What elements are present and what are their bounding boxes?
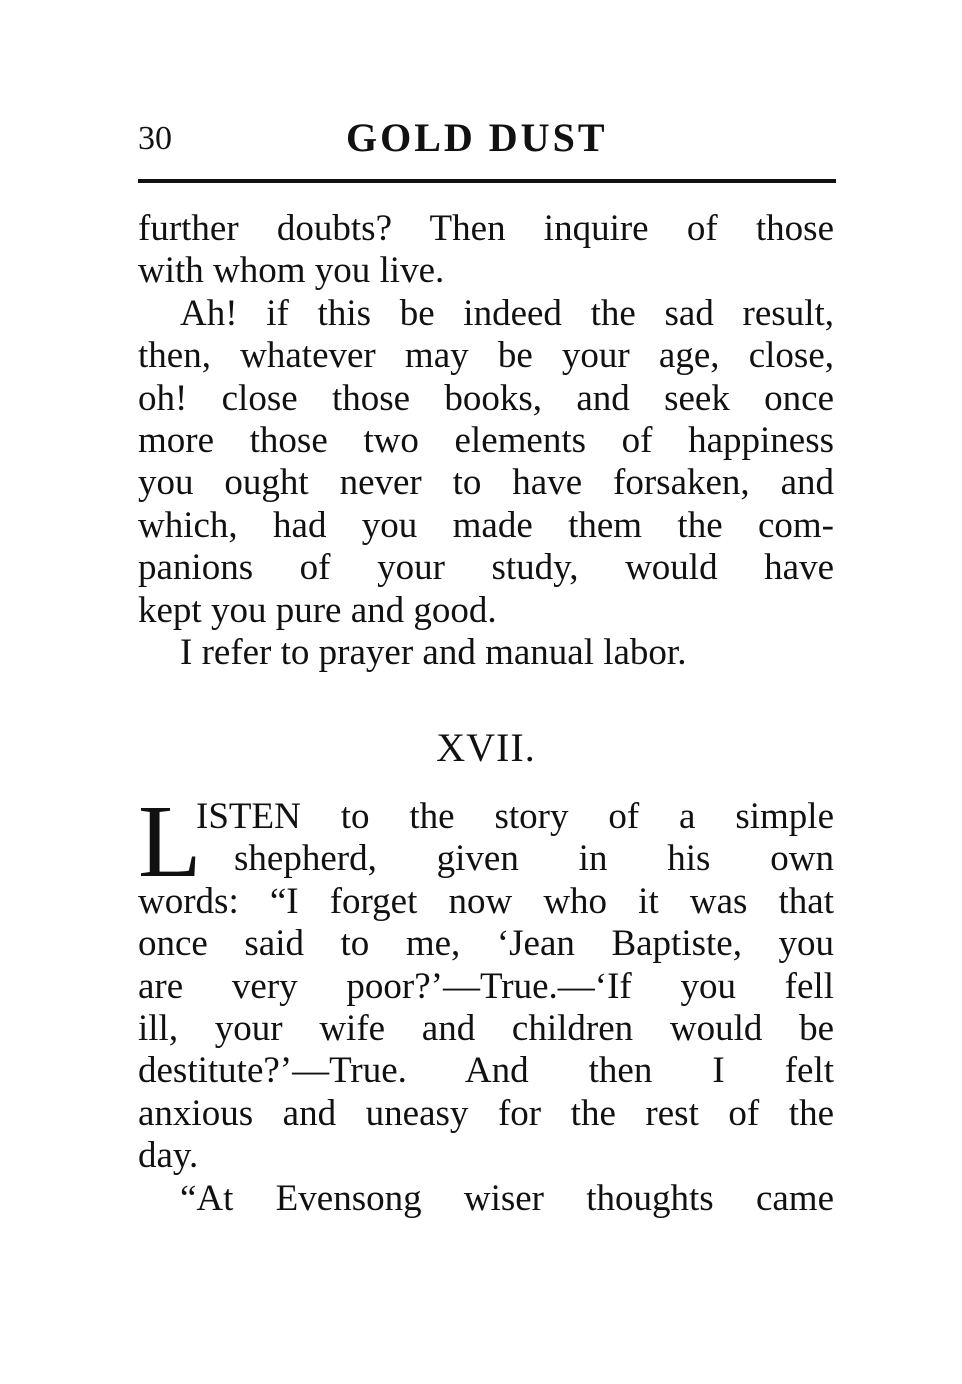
text-line: Ah! if this be indeed the sad result,: [180, 292, 834, 334]
text-line: more those two elements of happiness: [138, 419, 834, 461]
text-line: anxious and uneasy for the rest of the: [138, 1092, 834, 1134]
text-line: kept you pure and good.: [138, 589, 497, 631]
text-line: “At Evensong wiser thoughts came: [180, 1177, 834, 1219]
text-line: then, whatever may be your age, close,: [138, 335, 834, 377]
running-header: [138, 112, 834, 162]
text-line: panions of your study, would have: [138, 547, 834, 589]
text-line: ISTEN to the story of a simple: [196, 796, 834, 837]
text-line: ill, your wife and children would be: [138, 1007, 834, 1049]
text-line: once said to me, ‘Jean Baptiste, you: [138, 923, 834, 965]
section-heading: XVII.: [436, 725, 536, 770]
text-line: you ought never to have forsaken, and: [138, 462, 834, 504]
text-line: I refer to prayer and manual labor.: [180, 631, 687, 673]
section-text: [138, 784, 834, 1220]
page-number: 30: [138, 120, 172, 157]
text-line: are very poor?’—True.—‘If you fell: [138, 965, 834, 1007]
text-line: shepherd, given in his own: [234, 838, 834, 880]
header-rule: [138, 179, 836, 183]
text-line: further doubts? Then inquire of those: [138, 208, 834, 249]
body-text: [138, 208, 834, 674]
running-title: GOLD DUST: [346, 115, 608, 160]
text-line: day.: [138, 1135, 199, 1177]
drop-cap: L: [138, 784, 202, 899]
text-line: with whom you live.: [138, 250, 445, 292]
text-line: which, had you made them the com-: [138, 504, 834, 546]
text-line: oh! close those books, and seek once: [138, 377, 834, 419]
text-line: destitute?’—True. And then I felt: [138, 1050, 834, 1092]
text-line: words: “I forget now who it was that: [138, 880, 834, 922]
